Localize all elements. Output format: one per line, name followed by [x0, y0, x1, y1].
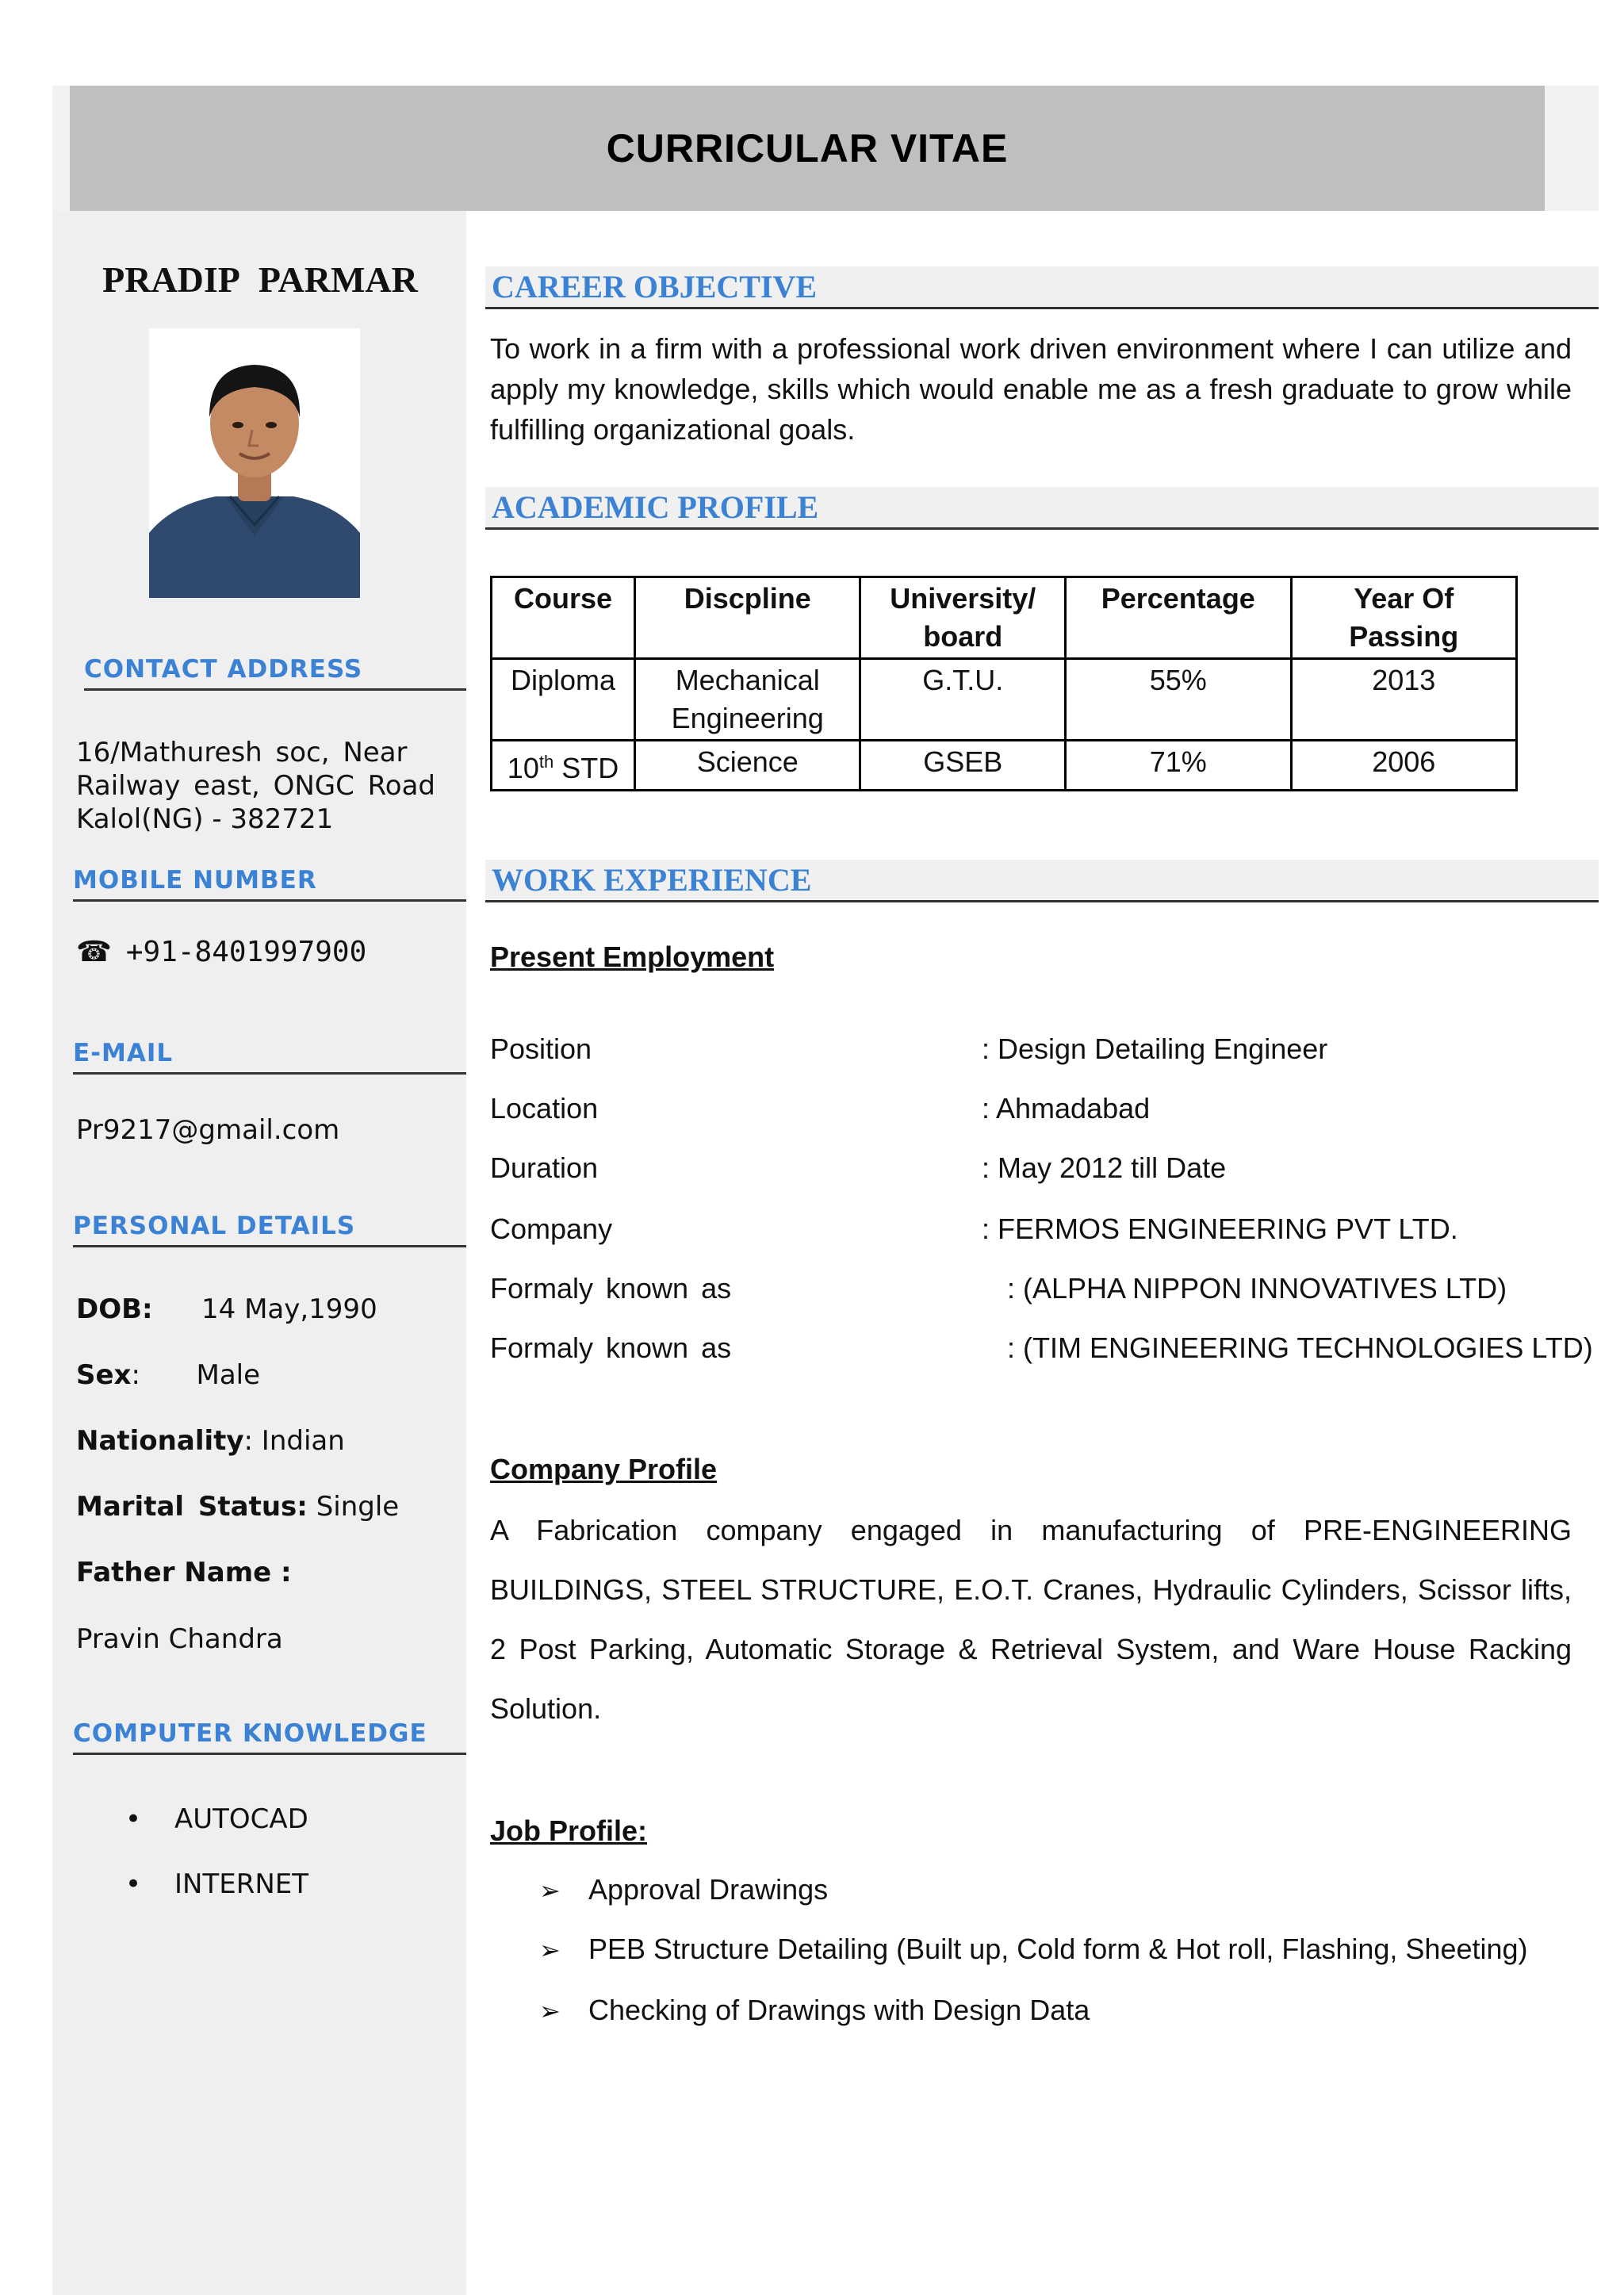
table-cell: 71% — [1066, 741, 1291, 791]
dob-row — [76, 1293, 449, 1326]
sex-row — [76, 1358, 449, 1392]
table-cell — [492, 741, 635, 791]
table-cell: 55% — [1066, 659, 1291, 741]
table-cell: Diploma — [492, 659, 635, 741]
detail-label: Duration — [490, 1151, 599, 1184]
detail-value: : Design Detailing Engineer — [982, 1033, 1328, 1065]
company-profile-text: A Fabrication company engaged in manufacturing of PRE-ENGINEERING BUILDINGS, STEEL STRUCTURE, E.O.T. Cranes, Hydraulic Cylinders, Scissor lifts, 2 Post Parking, Automatic Storage & Retrieval System, and Ware House Racking Solution. — [490, 1514, 1572, 1725]
skill-item: • AUTOCAD — [125, 1803, 308, 1835]
address-line: 16/Mathuresh soc, Near — [76, 737, 408, 768]
table-cell: Science — [635, 741, 860, 791]
academic-profile-heading: ACADEMIC PROFILE — [485, 487, 1599, 530]
dob-label: DOB: — [76, 1293, 153, 1325]
profile-photo — [149, 328, 360, 598]
skill-internet: INTERNET — [174, 1868, 309, 1900]
table-header-row — [492, 577, 1517, 659]
personal-details-heading: PERSONAL DETAILS — [73, 1212, 466, 1247]
detail-row — [490, 1213, 1600, 1252]
career-objective-text: To work in a firm with a professional work driven environment where I can utilize and apply my knowledge, skills which would enable me as a fresh graduate to grow while fulfilling organizational goals. — [490, 332, 1572, 446]
company-profile-heading: Company Profile — [490, 1453, 718, 1485]
nationality-label: Nationality — [76, 1425, 244, 1457]
nationality-value: : Indian — [243, 1425, 345, 1457]
career-objective-heading: CAREER OBJECTIVE — [485, 266, 1599, 309]
course-number: 10 — [507, 752, 539, 784]
table-row — [492, 741, 1517, 791]
phone-number[interactable]: +91-8401997900 — [125, 936, 367, 968]
detail-row — [490, 1331, 1600, 1371]
detail-label: Formaly known as — [490, 1272, 732, 1305]
detail-label: Location — [490, 1092, 599, 1125]
table-cell: 2013 — [1291, 659, 1516, 741]
mobile-number — [76, 936, 449, 969]
arrow-bullet-icon: ➢ — [539, 1876, 561, 1905]
detail-label: Company — [490, 1213, 613, 1245]
work-experience-heading: WORK EXPERIENCE — [485, 860, 1599, 902]
detail-value: : Ahmadabad — [982, 1092, 1151, 1125]
academic-table — [490, 576, 1518, 791]
title-band — [70, 86, 1545, 211]
job-profile-item — [539, 1933, 1528, 1966]
father-name-value: Pravin Chandra — [76, 1623, 283, 1655]
candidate-name: PRADIP PARMAR — [102, 259, 418, 300]
detail-value: : (ALPHA NIPPON INNOVATIVES LTD) — [1007, 1272, 1507, 1305]
arrow-bullet-icon: ➢ — [539, 1997, 561, 2025]
nationality-row — [76, 1424, 449, 1458]
arrow-bullet-icon: ➢ — [539, 1936, 561, 1964]
column-header: Percentage — [1066, 577, 1291, 659]
skill-autocad: AUTOCAD — [174, 1803, 308, 1835]
detail-row — [490, 1272, 1600, 1312]
contact-address — [76, 736, 449, 836]
contact-address-heading: CONTACT ADDRESS — [84, 655, 466, 691]
sex-value: Male — [196, 1359, 261, 1391]
job-profile-item — [539, 1994, 1090, 2027]
table-cell: G.T.U. — [860, 659, 1066, 741]
detail-value: : FERMOS ENGINEERING PVT LTD. — [982, 1213, 1458, 1245]
column-header: University/ board — [860, 577, 1066, 659]
address-line: Railway east, ONGC Road — [76, 770, 435, 802]
detail-value: : May 2012 till Date — [982, 1151, 1227, 1184]
marital-status-label: Marital Status: — [76, 1491, 308, 1523]
table-cell: Mechanical Engineering — [635, 659, 860, 741]
detail-row — [490, 1033, 1600, 1072]
detail-label: Formaly known as — [490, 1331, 732, 1364]
document-title: CURRICULAR VITAE — [606, 126, 1009, 170]
table-row — [492, 659, 1517, 741]
column-header: Discpline — [635, 577, 860, 659]
detail-row — [490, 1151, 1600, 1191]
address-line: Kalol(NG) - 382721 — [76, 803, 334, 835]
course-suffix: STD — [553, 752, 619, 784]
sex-colon: : — [131, 1359, 140, 1391]
mobile-number-heading: MOBILE NUMBER — [73, 866, 466, 902]
column-header: Course — [492, 577, 635, 659]
detail-value: : (TIM ENGINEERING TECHNOLOGIES LTD) — [1007, 1331, 1593, 1364]
phone-icon: ☎ — [76, 936, 112, 968]
job-profile-heading: Job Profile: — [490, 1814, 648, 1847]
job-item-text: Approval Drawings — [588, 1873, 829, 1906]
computer-knowledge-heading: COMPUTER KNOWLEDGE — [73, 1719, 466, 1755]
column-header: Year Of Passing — [1291, 577, 1516, 659]
job-profile-item — [539, 1873, 828, 1906]
job-item-text: Checking of Drawings with Design Data — [588, 1994, 1090, 2026]
detail-label: Position — [490, 1033, 592, 1065]
skill-item: • INTERNET — [125, 1868, 309, 1900]
job-item-text: PEB Structure Detailing (Built up, Cold form & Hot roll, Flashing, Sheeting) — [588, 1933, 1528, 1965]
father-name-label: Father Name : — [76, 1557, 292, 1588]
marital-status-row — [76, 1490, 449, 1523]
sex-label: Sex — [76, 1359, 132, 1391]
detail-row — [490, 1092, 1600, 1132]
table-cell: GSEB — [860, 741, 1066, 791]
course-superscript: th — [538, 752, 554, 772]
email-heading: E-MAIL — [73, 1039, 466, 1075]
email-address[interactable]: Pr9217@gmail.com — [76, 1114, 340, 1146]
marital-status-value: Single — [316, 1491, 400, 1523]
present-employment-heading: Present Employment — [490, 941, 775, 973]
table-cell: 2006 — [1291, 741, 1516, 791]
dob-value: 14 May,1990 — [201, 1293, 377, 1325]
